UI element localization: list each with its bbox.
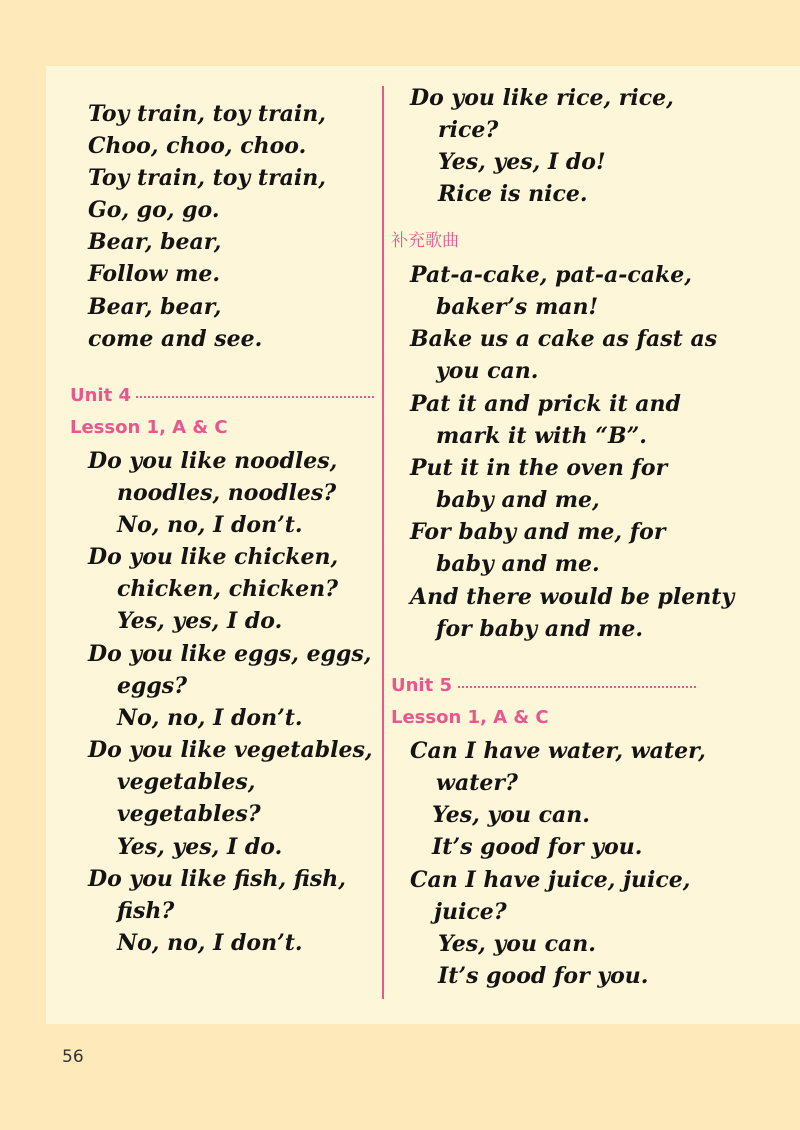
lesson-line: Do you like fish, fish, (88, 866, 346, 892)
lesson-line: fish? (117, 898, 175, 924)
lesson-line: It’s good for you. (438, 963, 649, 989)
song-line: Toy train, toy train, (88, 101, 326, 127)
supplementary-line: Pat-a-cake, pat-a-cake, (410, 262, 692, 288)
supplementary-line: Bake us a cake as fast as (410, 326, 718, 352)
unit-heading: Unit 5 (391, 675, 452, 696)
lesson-line: Do you like vegetables, (88, 737, 373, 763)
lesson-line: eggs? (117, 673, 188, 699)
column-divider (382, 86, 384, 999)
song-line: Rice is nice. (438, 181, 588, 207)
lesson-line: No, no, I don’t. (117, 512, 303, 538)
supplementary-line: baby and me. (436, 551, 600, 577)
lesson-line: water? (436, 770, 518, 796)
lesson-line: vegetables? (117, 801, 261, 827)
supplementary-line: baby and me, (436, 487, 600, 513)
lesson-line: No, no, I don’t. (117, 705, 303, 731)
supplementary-line: And there would be plenty (410, 584, 735, 610)
lesson-heading: Lesson 1, A & C (391, 707, 549, 728)
supplementary-line: Put it in the oven for (410, 455, 668, 481)
lesson-line: Yes, you can. (432, 802, 590, 828)
lesson-line: Do you like chicken, (88, 544, 339, 570)
song-line: Bear, bear, (88, 229, 222, 255)
supplementary-line: mark it with “B”. (436, 423, 647, 449)
lesson-line: No, no, I don’t. (117, 930, 303, 956)
lesson-line: Yes, you can. (438, 931, 596, 957)
song-line: Bear, bear, (88, 294, 222, 320)
song-line: come and see. (88, 326, 263, 352)
song-line: rice? (438, 117, 499, 143)
song-line: Yes, yes, I do! (438, 149, 606, 175)
lesson-line: noodles, noodles? (117, 480, 337, 506)
lesson-line: Can I have juice, juice, (410, 867, 691, 893)
lesson-heading: Lesson 1, A & C (70, 417, 228, 438)
lesson-line: chicken, chicken? (117, 576, 338, 602)
lesson-line: It’s good for you. (432, 834, 643, 860)
lesson-line: Can I have water, water, (410, 738, 706, 764)
heading-dotted-rule (458, 686, 696, 688)
lesson-line: juice? (434, 899, 507, 925)
lesson-line: Yes, yes, I do. (117, 834, 283, 860)
heading-dotted-rule (136, 396, 374, 398)
supplementary-line: you can. (436, 358, 539, 384)
supplementary-songs-heading: 补充歌曲 (391, 231, 459, 251)
song-line: Follow me. (88, 261, 221, 287)
supplementary-line: for baby and me. (436, 616, 644, 642)
song-line: Toy train, toy train, (88, 165, 326, 191)
lesson-line: vegetables, (117, 769, 256, 795)
supplementary-line: For baby and me, for (410, 519, 666, 545)
page-number: 56 (62, 1047, 84, 1067)
unit-heading: Unit 4 (70, 385, 131, 406)
supplementary-line: baker’s man! (436, 294, 599, 320)
lesson-line: Do you like eggs, eggs, (88, 641, 372, 667)
lesson-line: Yes, yes, I do. (117, 608, 283, 634)
lesson-line: Do you like noodles, (88, 448, 338, 474)
song-line: Do you like rice, rice, (410, 85, 674, 111)
supplementary-line: Pat it and prick it and (410, 391, 681, 417)
song-line: Go, go, go. (88, 197, 220, 223)
song-line: Choo, choo, choo. (88, 133, 307, 159)
